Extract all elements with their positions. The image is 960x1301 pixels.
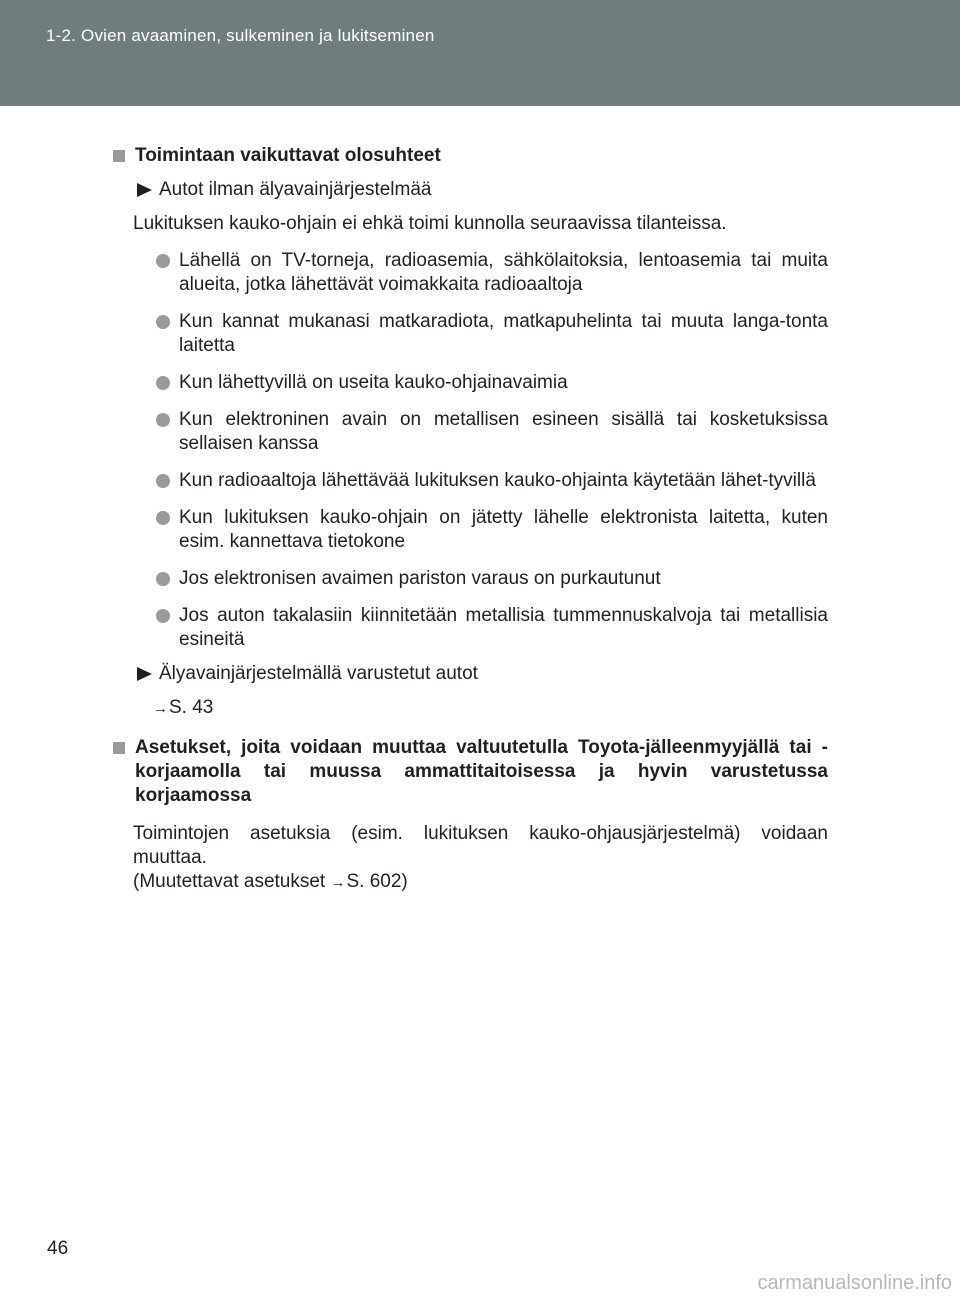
subheading-text: Autot ilman älyavainjärjestelmää: [159, 179, 432, 200]
list-item-text: Kun radioaaltoja lähettävää lukituksen kauko-ohjainta käytetään lähet-tyvillä: [179, 470, 816, 491]
list-item: [113, 249, 828, 297]
subheading-smart-key: [113, 662, 828, 686]
page-reference-text: S. 43: [169, 697, 214, 718]
list-item: [113, 604, 828, 652]
list-item-text: Jos auton takalasiin kiinnitetään metallisia tummennuskalvoja tai metallisia esineitä: [179, 605, 828, 650]
list-item: [113, 371, 828, 395]
circle-bullet-icon: [156, 413, 170, 427]
circle-bullet-icon: [156, 572, 170, 586]
arrow-right-icon: →: [330, 874, 346, 891]
circle-bullet-icon: [156, 511, 170, 525]
list-item: [113, 408, 828, 456]
list-item: [113, 310, 828, 358]
square-bullet-icon: [113, 150, 125, 162]
list-item: [113, 567, 828, 591]
watermark: carmanualsonline.info: [757, 1272, 952, 1294]
page-number: 46: [47, 1238, 69, 1259]
settings-reference-line: [133, 870, 828, 895]
list-item-text: Kun lukituksen kauko-ohjain on jätetty lähelle elektronista laitetta, kuten esim. kannettava tietokone: [179, 507, 828, 552]
intro-paragraph: Lukituksen kauko-ohjain ei ehkä toimi kunnolla seuraavissa tilanteissa.: [133, 213, 727, 234]
circle-bullet-icon: [156, 254, 170, 268]
list-item-text: Kun lähettyvillä on useita kauko-ohjainavaimia: [179, 372, 568, 393]
chapter-header: [0, 0, 960, 106]
square-bullet-icon: [113, 742, 125, 754]
section-heading-text: Asetukset, joita voidaan muuttaa valtuutetulla Toyota-jälleenmyyjällä tai -korjaamolla tai muussa ammattitaitoisessa ja hyvin varustetussa korjaamossa: [135, 737, 828, 806]
settings-paragraph: [113, 822, 828, 895]
circle-bullet-icon: [156, 474, 170, 488]
section-heading-conditions: [113, 144, 828, 168]
settings-prefix-text: (Muutettavat asetukset: [133, 871, 326, 892]
list-item: [113, 469, 828, 493]
list-item-text: Lähellä on TV-torneja, radioasemia, sähkölaitoksia, lentoasemia tai muita alueita, jotka lähettävät voimakkaita radioaaltoja: [179, 250, 828, 295]
settings-body-text: Toimintojen asetuksia (esim. lukituksen kauko-ohjausjärjestelmä) voidaan muuttaa.: [133, 823, 828, 868]
list-item: [113, 506, 828, 554]
list-item-text: Jos elektronisen avaimen pariston varaus on purkautunut: [179, 568, 661, 589]
list-item-text: Kun elektroninen avain on metallisen esineen sisällä tai kosketuksissa sellaisen kanssa: [179, 409, 828, 454]
arrow-right-icon: →: [153, 700, 168, 717]
circle-bullet-icon: [156, 609, 170, 623]
circle-bullet-icon: [156, 376, 170, 390]
settings-section: [113, 736, 828, 895]
chapter-title: 1-2. Ovien avaaminen, sulkeminen ja lukitseminen: [46, 26, 435, 45]
settings-reference-text[interactable]: S. 602): [346, 871, 408, 892]
page-reference[interactable]: [113, 696, 828, 721]
circle-bullet-icon: [156, 315, 170, 329]
section-heading-settings: [113, 736, 828, 808]
subheading-no-smart-key: [113, 178, 828, 202]
page-content: [113, 144, 828, 895]
triangle-pointer-icon: [137, 183, 152, 197]
list-item-text: Kun kannat mukanasi matkaradiota, matkapuhelinta tai muuta langa-tonta laitetta: [179, 311, 828, 356]
section-heading-text: Toimintaan vaikuttavat olosuhteet: [135, 145, 441, 166]
triangle-pointer-icon: [137, 667, 152, 681]
subheading-text: Älyavainjärjestelmällä varustetut autot: [159, 663, 478, 684]
conditions-list: [113, 249, 828, 652]
